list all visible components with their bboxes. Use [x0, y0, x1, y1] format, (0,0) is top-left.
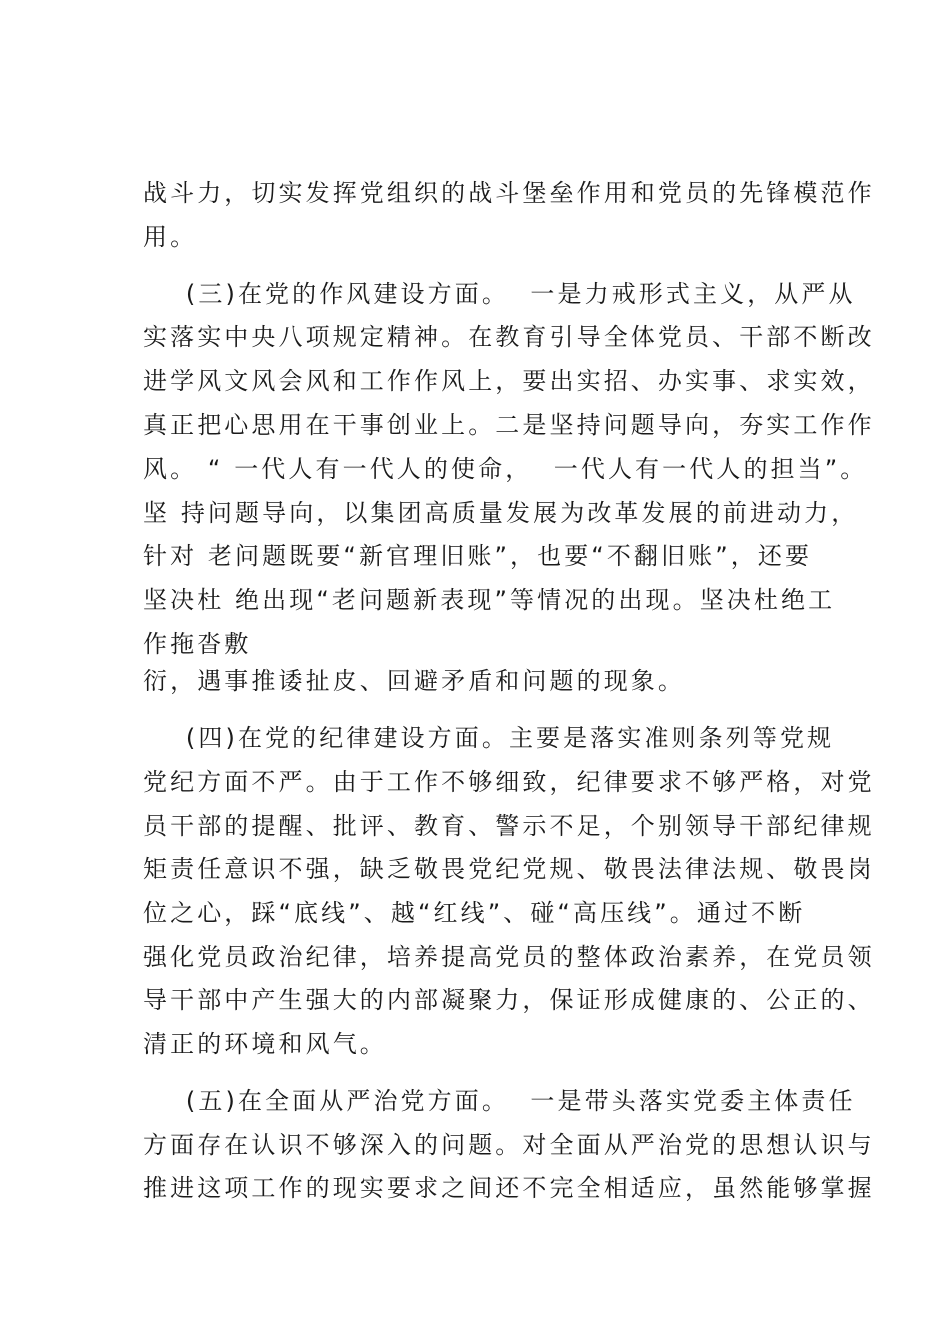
text-line: 风。 “ 一代人有一代人的使命， 一代人有一代人的担当”。 — [143, 455, 868, 483]
text-line: (五)在全面从严治党方面。 一是带头落实党委主体责任 — [143, 1087, 856, 1115]
text-line: 用。 — [143, 223, 198, 251]
text-line: (三)在党的作风建设方面。 一是力戒形式主义，从严从 — [143, 280, 856, 308]
text-line: 坚决杜 绝出现“老问题新表现”等情况的出现。坚决杜绝工 — [143, 586, 836, 614]
text-line: 实落实中央八项规定精神。在教育引导全体党员、干部不断改 — [143, 323, 875, 351]
text-line: 强化党员政治纪律，培养提高党员的整体政治素养，在党员领 — [143, 943, 875, 971]
text-line: 位之心，踩“底线”、越“红线”、碰“高压线”。通过不断 — [143, 899, 806, 927]
text-line: 导干部中产生强大的内部凝聚力，保证形成健康的、公正的、 — [143, 986, 875, 1014]
text-line: 员干部的提醒、批评、教育、警示不足，个别领导干部纪律规 — [143, 812, 875, 840]
text-line: 衍，遇事推诿扯皮、回避矛盾和问题的现象。 — [143, 667, 685, 695]
text-line: 坚 持问题导向，以集团高质量发展为改革发展的前进动力， — [143, 499, 859, 527]
text-line: 战斗力，切实发挥党组织的战斗堡垒作用和党员的先锋模范作 — [143, 179, 875, 207]
text-line: 矩责任意识不强，缺乏敬畏党纪党规、敬畏法律法规、敬畏岗 — [143, 855, 875, 883]
text-line: 推进这项工作的现实要求之间还不完全相适应，虽然能够掌握 — [143, 1174, 875, 1202]
text-line: 真正把心思用在干事创业上。二是坚持问题导向，夯实工作作 — [143, 411, 875, 439]
text-line: 清正的环境和风气。 — [143, 1030, 387, 1058]
text-line: 作拖沓敷 — [143, 630, 252, 658]
text-line: 党纪方面不严。由于工作不够细致，纪律要求不够严格，对党 — [143, 768, 875, 796]
text-line: 进学风文风会风和工作作风上，要出实招、办实事、求实效， — [143, 367, 875, 395]
text-line: 针对 老问题既要“新官理旧账”，也要“不翻旧账”，还要 — [143, 542, 813, 570]
text-line: (四)在党的纪律建设方面。主要是落实准则条列等党规 — [143, 724, 835, 752]
text-line: 方面存在认识不够深入的问题。对全面从严治党的思想认识与 — [143, 1131, 875, 1159]
